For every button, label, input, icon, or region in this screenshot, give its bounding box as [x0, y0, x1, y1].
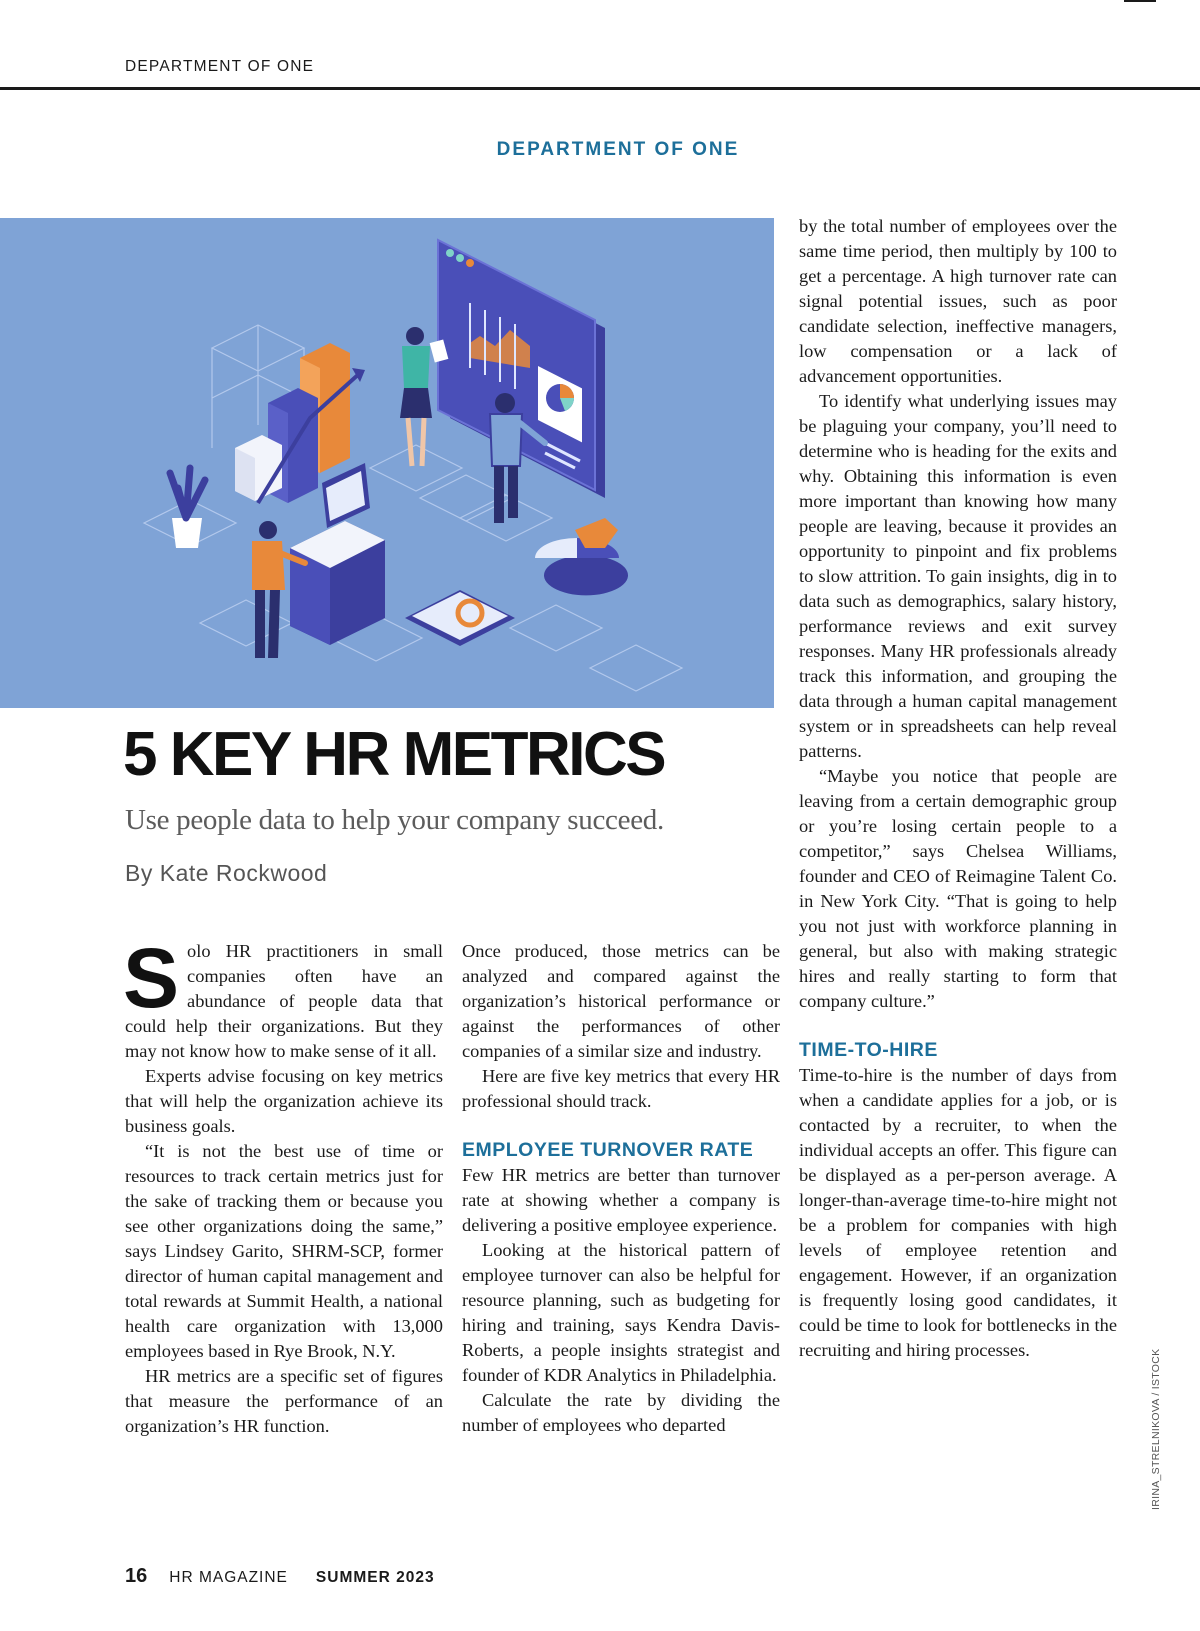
paragraph: To identify what underlying issues may be plaguing your company, you’ll need to determine who is heading for the exits and why. Obtaining this information is even more important than knowing how many people are leaving, because it provides an opportunity to pinpoint and fix problems to slow attrition. To gain insights, dig in to data such as demographics, salary history, performance reviews and exit survey responses. Many HR professionals already track this information, and grouping the data through a human capital management system or in spreadsheets can help reveal patterns.	[799, 391, 1117, 761]
paragraph: Few HR metrics are better than turnover rate at showing whether a company is delivering a positive employee experience.	[462, 1165, 780, 1235]
header-rule	[0, 87, 1200, 90]
paragraph: “Maybe you notice that people are leaving from a certain demographic group or you’re losing certain people to a competitor,” says Chelsea Williams, founder and CEO of Reimagine Talent Co. in New York City. “That is going to help you not just with workforce planning in general, but also with making strategic hires and really starting to form that company culture.”	[799, 766, 1117, 1011]
paragraph	[123, 931, 443, 1064]
page-footer	[125, 1565, 435, 1588]
section-label: DEPARTMENT OF ONE	[496, 139, 740, 160]
subhead-time-to-hire: TIME-TO-HIRE	[799, 1039, 938, 1061]
body-column-1	[123, 931, 443, 1439]
hr-analytics-illustration	[0, 218, 774, 708]
issue-date: SUMMER 2023	[315, 1569, 435, 1586]
running-head: DEPARTMENT OF ONE	[125, 58, 315, 75]
paragraph: Once produced, those metrics can be analyzed and compared against the organization’s historical performance or against the performances of other companies of a similar size and industry.	[462, 941, 780, 1061]
paragraph-text: olo HR practitioners in small companies often have an abundance of people data that could help their organizations. But they may not know how to make sense of it all.	[125, 941, 443, 1061]
photo-credit: IRINA_STRELNIKOVA / ISTOCK	[1150, 1348, 1162, 1510]
paragraph: Looking at the historical pattern of employee turnover can also be helpful for resource planning, such as budgeting for hiring and training, says Kendra Davis-Roberts, a people insights strategist and founder of KDR Analytics in Philadelphia.	[462, 1240, 780, 1385]
paragraph: Calculate the rate by dividing the number of employees who departed	[462, 1390, 780, 1435]
section-spacer	[462, 1114, 780, 1138]
article-deck: Use people data to help your company succeed.	[125, 804, 664, 836]
corner-tick-mark	[1124, 0, 1156, 2]
byline: By Kate Rockwood	[125, 860, 328, 886]
paragraph: Time-to-hire is the number of days from when a candidate applies for a job, or is contacted by a recruiter, to when the individual accepts an offer. This figure can be displayed as a per-person average. A longer-than-average time-to-hire might not be a problem for companies with high levels of employee retention and engagement. However, if an organization is frequently losing good candidates, it could be time to look for bottlenecks in the recruiting and hiring processes.	[799, 1065, 1117, 1360]
body-column-2	[462, 939, 780, 1438]
paragraph: Experts advise focusing on key metrics that will help the organization achieve its business goals.	[125, 1066, 443, 1136]
illustration-svg	[0, 218, 774, 708]
paragraph: by the total number of employees over the same time period, then multiply by 100 to get a percentage. A high turnover rate can signal potential issues, such as poor candidate selection, ineffective managers, low compensation or a lack of advancement opportunities.	[799, 216, 1117, 386]
section-spacer	[799, 1014, 1117, 1038]
subhead-turnover-rate: EMPLOYEE TURNOVER RATE	[462, 1139, 754, 1161]
magazine-name: HR MAGAZINE	[169, 1569, 288, 1586]
body-column-3	[799, 214, 1117, 1363]
article-title: 5 KEY HR METRICS	[123, 720, 665, 789]
drop-cap: S	[123, 931, 180, 1025]
page-number: 16	[125, 1565, 148, 1587]
paragraph: “It is not the best use of time or resources to track certain metrics just for the sake of tracking them or because you see other organizations doing the same,” says Lindsey Garito, SHRM-SCP, former director of human capital management and total rewards at Summit Health, a national health care organization with 13,000 employees based in Rye Brook, N.Y.	[125, 1141, 443, 1361]
paragraph: Here are five key metrics that every HR professional should track.	[462, 1066, 780, 1111]
paragraph: HR metrics are a specific set of figures that measure the performance of an organization’s HR function.	[125, 1366, 443, 1436]
